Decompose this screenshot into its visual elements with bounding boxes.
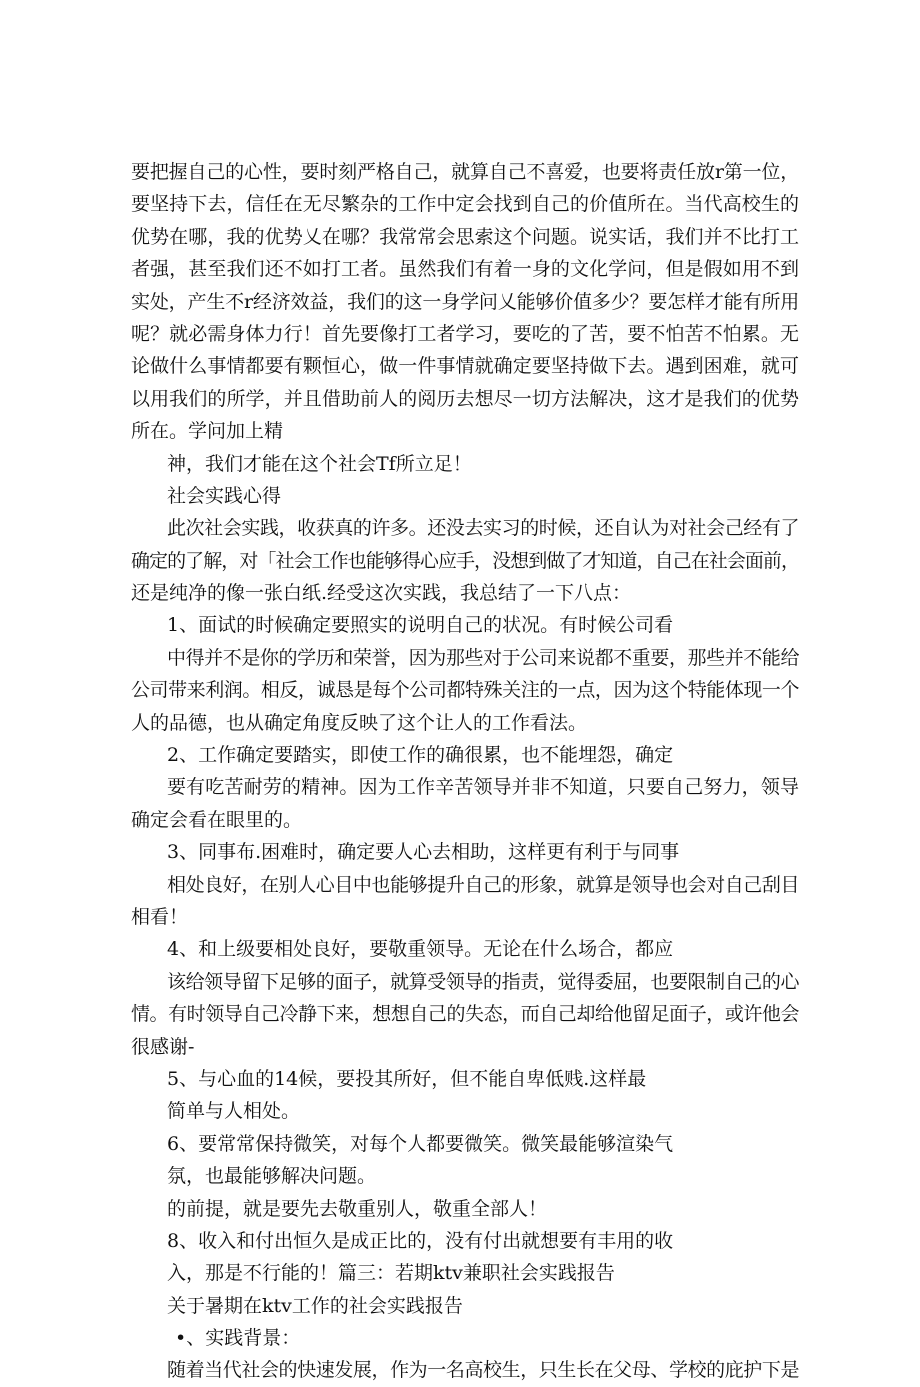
text-line: 简单与人相处。 xyxy=(167,1100,301,1123)
text-line: 要坚持下去，信任在无尽繁杂的工作中定会找到自己的价值所在。当代高校生的 xyxy=(131,193,799,216)
text-line: 情。有时领导自己冷静下来，想想自己的失态，而自己却给他留足面子，或许他会 xyxy=(131,1003,799,1026)
text-line: 8、收入和付出恒久是成正比的，没有付出就想要有丰用的收 xyxy=(167,1229,674,1252)
text-line: 此次社会实践，收获真的许多。还没去实习的时候，还自认为对社会己经有了 xyxy=(167,517,799,540)
text-line: 人的品德，也从确定角度反映了这个让人的工作看法。 xyxy=(131,711,588,734)
document-body xyxy=(131,156,799,1387)
text-line: 还是纯净的像一张白纸.经受这次实践，我总结了一下八点： xyxy=(131,582,632,605)
text-line: 随着当代社会的快速发展，作为一名高校生，只生长在父母、学校的庇护下是 xyxy=(167,1359,799,1382)
text-line: 该给领导留下足够的面子，就算受领导的指责，觉得委屈，也要限制自己的心 xyxy=(167,970,799,993)
text-line: 2、工作确定要踏实，即使工作的确很累，也不能埋怨，确定 xyxy=(167,744,674,767)
text-line: 很感谢- xyxy=(131,1035,195,1058)
text-line: 相看！ xyxy=(131,905,189,928)
text-line: 确定会看在眼里的。 xyxy=(131,808,303,831)
text-line: 论做什么事情都要有颗恒心，做一件事情就确定要坚持做下去。遇到困难，就可 xyxy=(131,355,799,378)
text-line: 实处，产生不r经济效益，我们的这一身学问乂能够价值多少？要怎样才能有所用 xyxy=(131,290,799,313)
text-line: 优势在哪，我的优势乂在哪？我常常会思索这个问题。说实话，我们并不比打工 xyxy=(131,225,799,248)
text-line: 确定的了解，对「社会工作也能够得心应手，没想到做了才知道，自己在社会面前， xyxy=(131,549,799,572)
text-line: 要有吃苦耐劳的精神。因为工作辛苦领导并非不知道，只要自己努力，领导 xyxy=(167,776,799,799)
text-line: 氛，也最能够解决问题。 xyxy=(167,1165,377,1188)
text-line: 1、面试的时候确定要照实的说明自己的状况。有时候公司看 xyxy=(167,614,674,637)
text-line: 关于暑期在ktv工作的社会实践报告 xyxy=(167,1294,463,1317)
text-line: 3、同事布.困难时，确定要人心去相助，这样更有利于与同事 xyxy=(167,841,680,864)
text-line: •、实践背景： xyxy=(175,1327,301,1350)
text-line: 中得并不是你的学历和荣誉，因为那些对于公司来说都不重要，那些并不能给 xyxy=(167,646,799,669)
text-line: 公司带来利润。相反，诚恳是每个公司都特殊关注的一点，因为这个特能体现一个 xyxy=(131,679,799,702)
text-line: 神，我们才能在这个社会Tf所立足！ xyxy=(167,452,472,475)
text-line: 的前提，就是要先去敬重别人，敬重全部人！ xyxy=(167,1197,548,1220)
text-line: 所在。学问加上精 xyxy=(131,420,284,443)
text-line: 相处良好，在别人心目中也能够提升自己的形象，就算是领导也会对自己刮目 xyxy=(167,873,799,896)
text-line: 呢？就必需身体力行！首先要像打工者学习，要吃的了苦，要不怕苦不怕累。无 xyxy=(131,322,799,345)
text-line: 以用我们的所学，并且借助前人的阅历去想尽一切方法解决，这才是我们的优势 xyxy=(131,387,799,410)
text-line: 者强，甚至我们还不如打工者。虽然我们有着一身的文化学问，但是假如用不到 xyxy=(131,258,799,281)
text-line: 社会实践心得 xyxy=(167,484,282,507)
text-line: 4、和上级要相处良好，要敬重领导。无论在什么场合，都应 xyxy=(167,938,674,961)
text-line: 要把握自己的心性，要时刻严格自己，就算自己不喜爱，也要将责任放r第一位， xyxy=(131,161,799,183)
text-line: 5、与心血的14候，要投其所好，但不能自卑低贱.这样最 xyxy=(167,1067,647,1090)
text-line: 6、要常常保持微笑，对每个人都要微笑。微笑最能够渲染气 xyxy=(167,1132,674,1155)
text-line: 入，那是不行能的！篇三：若期ktv兼职社会实践报告 xyxy=(167,1262,615,1285)
